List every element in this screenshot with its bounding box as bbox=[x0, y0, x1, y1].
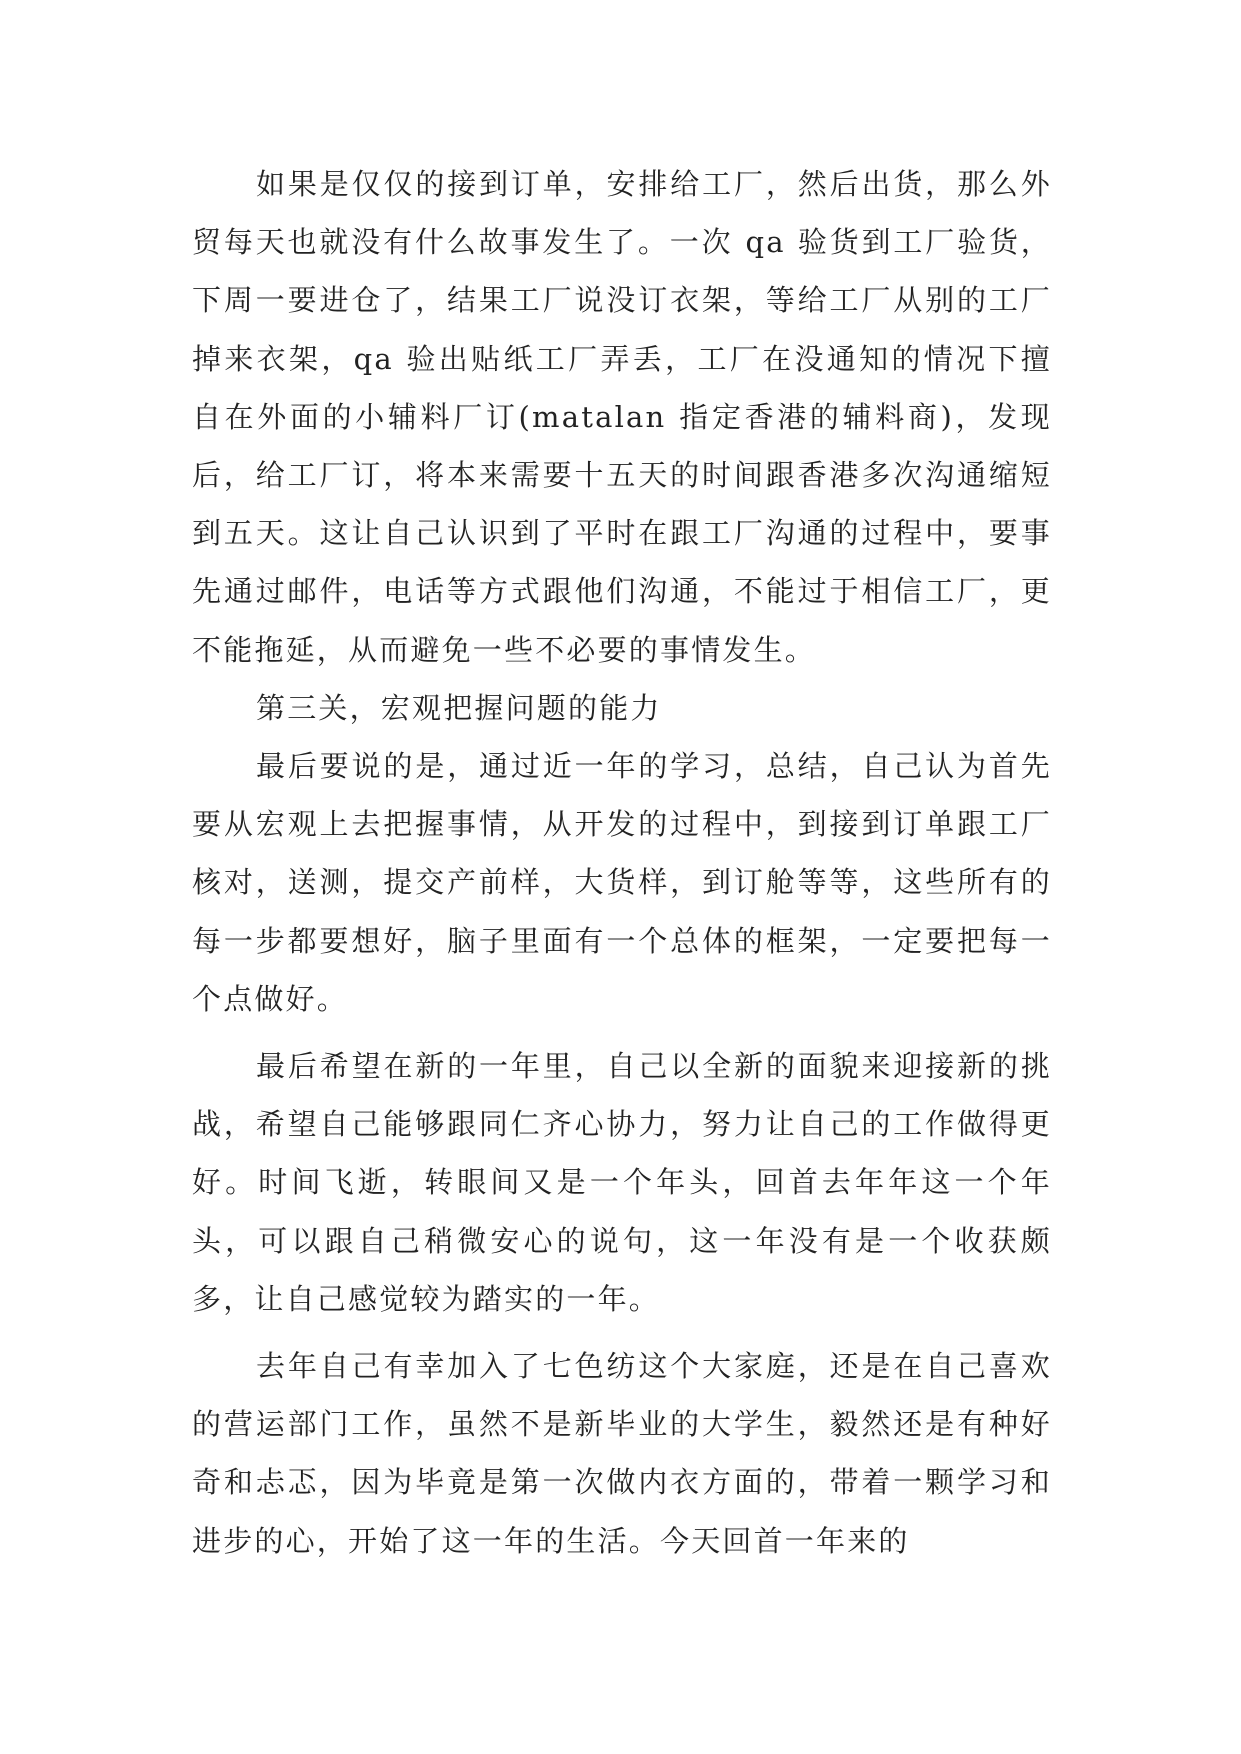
paragraph-4: 去年自己有幸加入了七色纺这个大家庭，还是在自己喜欢的营运部门工作，虽然不是新毕业的大学生，毅然还是有种好奇和忐忑，因为毕竟是第一次做内衣方面的，带着一颗学习和进步的心，开始了这一年的生活。今天回首一年来的 bbox=[192, 1349, 1052, 1558]
paragraph-2: 最后要说的是，通过近一年的学习，总结，自己认为首先要从宏观上去把握事情，从开发的过程中，到接到订单跟工厂核对，送测，提交产前样，大货样，到订舱等等，这些所有的每一步都要想好，脑子里面有一个总体的框架，一定要把每一个点做好。 bbox=[192, 749, 1052, 1016]
section-heading: 第三关，宏观把握问题的能力 bbox=[256, 690, 662, 725]
paragraph-3: 最后希望在新的一年里，自己以全新的面貌来迎接新的挑战，希望自己能够跟同仁齐心协力，努力让自己的工作做得更好。时间飞逝，转眼间又是一个年头，回首去年年这一个年头，可以跟自己稍微安心的说句，这一年没有是一个收获颇多，让自己感觉较为踏实的一年。 bbox=[192, 1049, 1052, 1316]
paragraph-1: 如果是仅仅的接到订单，安排给工厂，然后出货，那么外贸每天也就没有什么故事发生了。一次 qa 验货到工厂验货，下周一要进仓了，结果工厂说没订衣架，等给工厂从别的工厂掉来衣架，qa 验出贴纸工厂弄丢，工厂在没通知的情况下擅自在外面的小辅料厂订(matalan 指定香港的辅料商)，发现后，给工厂订，将本来需要十五天的时间跟香港多次沟通缩短到五天。这让自己认识到了平时在跟工厂沟通的过程中，要事先通过邮件，电话等方式跟他们沟通，不能过于相信工厂，更不能拖延，从而避免一些不必要的事情发生。 bbox=[192, 167, 1052, 667]
document-body bbox=[192, 155, 1052, 1570]
